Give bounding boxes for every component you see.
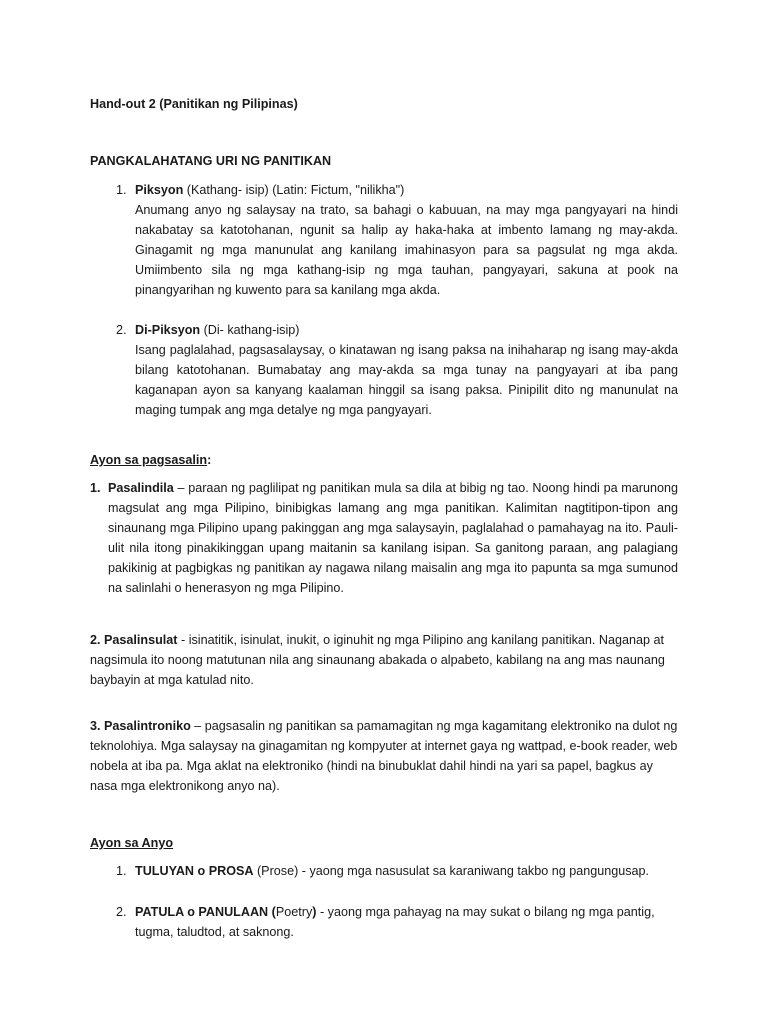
term-description: - yaong mga pahayag na may sukat o bilang ng mga pantig, tugma, taludtod, at saknong. [135, 905, 655, 939]
term-description: – pagsasalin ng panitikan sa pamamagitan ng mga kagamitang elektroniko na dulot ng teknolohiya. Mga salaysay na ginagamitan ng kompyuter at internet gaya ng wattpad, e-book reader, web nobela at iba pa. Mga aklat na elektroniko (hindi na binubuklat dahil hindi na yari sa papel, bagkus ay nasa mga elektronikong anyo na). [90, 719, 678, 793]
list-item-piksyon [90, 180, 678, 300]
list-item-pasalindila [90, 478, 678, 598]
section-heading-general: PANGKALAHATANG URI NG PANITIKAN [90, 154, 332, 168]
paragraph-pasalintroniko [90, 716, 678, 796]
term-di-piksyon: Di-Piksyon [135, 323, 201, 337]
list-number: 1. [90, 481, 101, 495]
term-description: – paraan ng paglilipat ng panitikan mula sa dila at bibig ng tao. Noong hindi pa marunong magsulat ang mga Pilipino, binibigkas lamang ang mga panitikan. Kalimitan nagtitipon-tipon ang sinaunang mga Pilipino upang pakinggan ang mga salaysayin, paglalahad o pamahayag na ito. Pauli-ulit nila itong pinakikinggan upang maitanin sa kanilang isipan. Sa ganitong paraan, ang palagiang pakikinig at pagbigkas ng panitikan ay nagawa nilang maisalin ang mga ito papunta sa mga sumunod na salinlahi o henerasyon ng mga Pilipino. [108, 481, 678, 595]
term-description: - yaong mga nasusulat sa karaniwang takbo ng pangungusap. [298, 864, 650, 878]
document-title: Hand-out 2 (Panitikan ng Pilipinas) [90, 97, 298, 111]
section-heading-pagsasalin: Ayon sa pagsasalin: [90, 453, 212, 467]
list-item-di-piksyon [90, 320, 678, 420]
list-item-patula [90, 902, 678, 942]
term-patula: PATULA o PANULAAN ( [135, 905, 276, 919]
term-paren-close: ) [312, 905, 317, 919]
term-piksyon: Piksyon [135, 183, 184, 197]
list-number: 2. [116, 323, 127, 337]
term-subtitle: (Kathang- isip) (Latin: Fictum, "nilikha") [183, 183, 405, 197]
term-pasalinsulat: 2. Pasalinsulat [90, 633, 178, 647]
term-description: Anumang anyo ng salaysay na trato, sa bahagi o kabuuan, na may mga pangyayari na hindi nakabatay sa katotohanan, ngunit sa halip ay haka-haka at imbento lamang ng may-akda. Ginagamit ng mga manunulat ang kanilang imahinasyon para sa pagsulat ng mga akda. Umiimbento sila ng mga kathang-isip ng mga tauhan, pangyayari, sakuna at pook na pinangyarihan ng kuwento para sa kanilang mga akda. [135, 203, 678, 297]
paragraph-pasalinsulat [90, 630, 678, 690]
list-number: 2. [116, 905, 127, 919]
list-number: 1. [116, 183, 127, 197]
term-paren: Poetry [275, 905, 313, 919]
term-paren: (Prose) [253, 864, 299, 878]
term-tuluyan: TULUYAN o PROSA [135, 864, 254, 878]
term-description: - isinatitik, isinulat, inukit, o iginuhit ng mga Pilipino ang kanilang panitikan. Naganap at nagsimula ito noong matutunan nila ang sinaunang abakada o alpabeto, kabilang na ang mas naunang baybayin at mga katulad nito. [90, 633, 665, 687]
term-pasalintroniko: 3. Pasalintroniko [90, 719, 191, 733]
term-pasalindila: Pasalindila [108, 481, 174, 495]
term-description: Isang paglalahad, pagsasalaysay, o kinatawan ng isang paksa na inihaharap ng isang may-akda bilang katotohanan. Bumabatay ang may-akda sa mga tunay na pangyayari at iba pang kaganapan ayon sa kanyang kaalaman hinggil sa isang paksa. Pinipilit dito ng manunulat na maging tumpak ang mga detalye ng mga pangyayari. [135, 343, 678, 417]
list-item-tuluyan [90, 861, 678, 881]
term-subtitle: (Di- kathang-isip) [200, 323, 300, 337]
section-heading-anyo: Ayon sa Anyo [90, 836, 174, 850]
list-number: 1. [116, 864, 127, 878]
